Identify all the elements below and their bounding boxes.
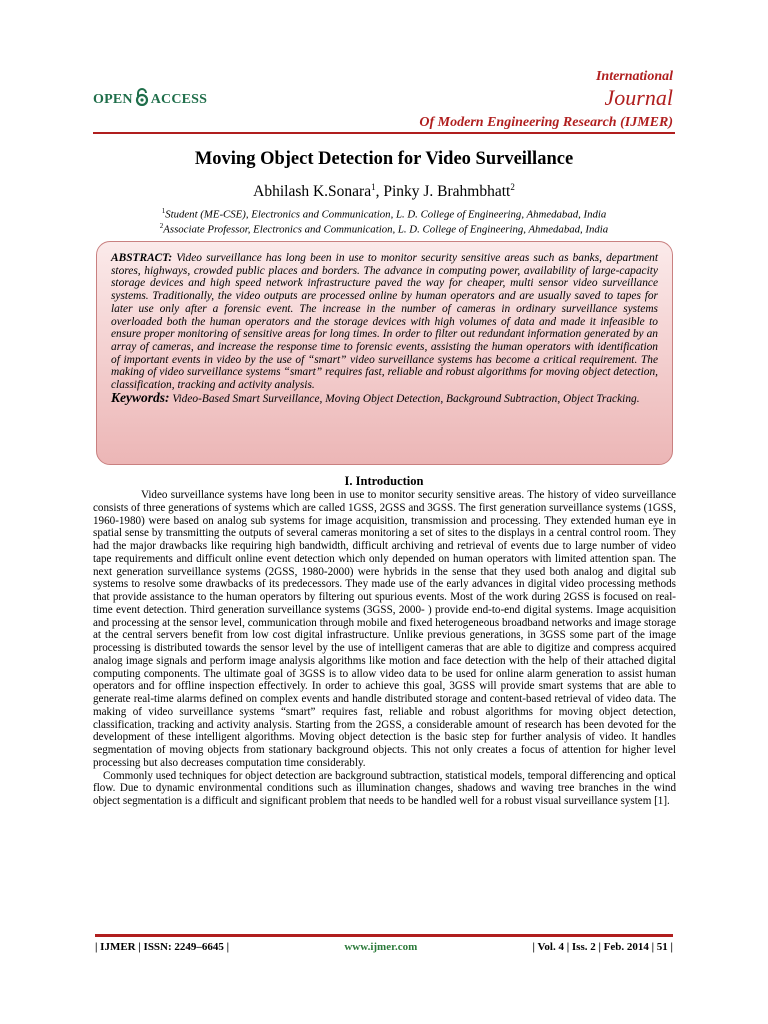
affiliation-2-text: Associate Professor, Electronics and Communication, L. D. College of Engineering, Ahmedabad, India bbox=[163, 223, 609, 236]
affiliation-1 bbox=[0, 207, 768, 221]
introduction-body bbox=[93, 489, 676, 808]
affiliation-1-sup: 1 bbox=[161, 207, 166, 215]
abstract-text: Video surveillance has long been in use to monitor security sensitive areas such as banks, department stores, highways, crowded public places and borders. The advance in computing power, availability of large-capacity storage devices and high speed network infrastructure paved the way for cheaper, multi sensor video surveillance systems. Traditionally, the video outputs are processed online by human operators and are usually saved to tapes for later use only after a forensic event. The increase in the number of cameras in ordinary surveillance systems overloaded both the human operators and the storage devices with high volumes of data and made it infeasible to ensure proper monitoring of sensitive areas for long times. In order to filter out redundant information generated by an array of cameras, and increase the response time to forensic events, assisting the human operators with identification of important events in video by the use of “smart” video surveillance systems has become a critical requirement. The making of video surveillance systems “smart” requires fast, reliable and robust algorithms for moving object detection, classification, tracking and activity analysis. bbox=[111, 252, 658, 392]
journal-masthead bbox=[419, 68, 673, 132]
section-heading-introduction: I. Introduction bbox=[344, 474, 424, 488]
abstract-box bbox=[96, 241, 673, 465]
header-divider bbox=[93, 132, 675, 134]
author-1: Abhilash K.Sonara bbox=[253, 183, 372, 201]
journal-line-international: International bbox=[595, 69, 673, 84]
keywords-heading: Keywords: bbox=[111, 389, 170, 405]
open-access-logo bbox=[93, 88, 207, 111]
paper-title: Moving Object Detection for Video Surveillance bbox=[194, 149, 574, 169]
affiliation-1-text: Student (ME-CSE), Electronics and Communication, L. D. College of Engineering, Ahmedabad, India bbox=[165, 208, 607, 221]
keywords-paragraph bbox=[111, 389, 658, 406]
author-line bbox=[0, 182, 768, 201]
footer-volume: | Vol. 4 | Iss. 2 | Feb. 2014 | 51 | bbox=[532, 941, 673, 953]
author-2: Pinky J. Brahmbhatt bbox=[383, 183, 511, 201]
author-separator: , bbox=[375, 183, 384, 201]
author-1-sup: 1 bbox=[371, 182, 376, 192]
page-footer bbox=[95, 941, 673, 953]
affiliation-2-sup: 2 bbox=[159, 222, 164, 230]
journal-line-name: Of Modern Engineering Research (IJMER) bbox=[419, 115, 673, 130]
journal-line-journal: Journal bbox=[604, 85, 673, 110]
abstract-heading: ABSTRACT: bbox=[111, 252, 173, 264]
introduction-paragraph-2: Commonly used techniques for object detection are background subtraction, statistical models, temporal differencing and optical flow. Due to dynamic environmental conditions such as illumination changes, shadows and waving tree branches in the wind object segmentation is a difficult and significant problem that needs to be handled well for a robust visual surveillance system [1]. bbox=[93, 769, 676, 807]
introduction-paragraph-1: Video surveillance systems have long been in use to monitor security sensitive areas. The history of video surveillance consists of three generations of systems which are called 1GSS, 2GSS and 3GSS. The first generation surveillance systems (1GSS, 1960-1980) were based on analog sub systems for image acquisition, transmission and processing. They extended human eye in spatial sense by transmitting the outputs of several cameras monitoring a set of sites to the displays in a central control room. They had the major drawbacks like requiring high bandwidth, difficult archiving and retrieval of events due to large number of video tape requirements and difficult online event detection which only depended on human operators with limited attention span. The next generation surveillance systems (2GSS, 1980-2000) were hybrids in the sense that they used both analog and digital sub systems to resolve some drawbacks of its predecessors. They made use of the early advances in digital video processing methods that provide assistance to the human operators by filtering out spurious events. Most of the work during 2GSS is focused on real-time event detection. Third generation surveillance systems (3GSS, 2000- ) provide end-to-end digital systems. Image acquisition and processing at the sensor level, communication through mobile and fixed heterogeneous broadband networks and image storage at the central servers benefit from low cost digital infrastructure. Unlike previous generations, in 3GSS some part of the image processing is distributed towards the sensor level by the use of intelligent cameras that are able to digitize and compress acquired analog image signals and perform image analysis algorithms like motion and face detection with the help of their attached digital computing components. The ultimate goal of 3GSS is to allow video data to be used for online alarm generation to assist human operators and for offline inspection effectively. In order to achieve this goal, 3GSS will provide smart systems that are able to generate real-time alarms defined on complex events and handle distributed storage and content-based retrieval of video data. The making of video surveillance systems “smart” requires fast, reliable and robust algorithms for moving object detection, classification, tracking and activity analysis. Starting from the 2GSS, a considerable amount of research has been devoted for the development of these intelligent algorithms. Moving object detection is the basic step for further analysis of video. It handles segmentation of moving objects from stationary background objects. This not only creates a focus of attention for higher level processing but also decreases computation time considerably. bbox=[93, 489, 676, 769]
footer-website-link[interactable]: www.ijmer.com bbox=[344, 941, 418, 953]
author-2-sup: 2 bbox=[510, 182, 515, 192]
affiliation-2 bbox=[0, 222, 768, 236]
footer-issn: | IJMER | ISSN: 2249–6645 | bbox=[95, 941, 230, 953]
footer-divider bbox=[95, 934, 673, 937]
abstract-paragraph bbox=[111, 252, 658, 392]
open-lock-icon bbox=[135, 88, 149, 111]
keywords-text: Video-Based Smart Surveillance, Moving Object Detection, Background Subtraction, Object Tracking. bbox=[169, 392, 640, 405]
open-label: OPEN bbox=[93, 91, 133, 107]
access-label: ACCESS bbox=[150, 91, 208, 107]
